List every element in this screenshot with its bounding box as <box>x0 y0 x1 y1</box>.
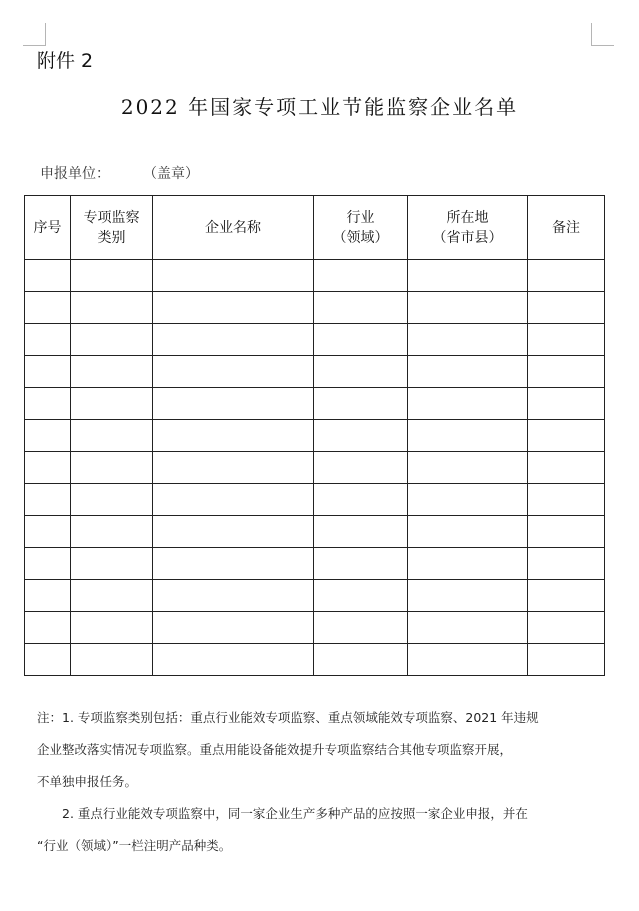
table-cell[interactable] <box>25 388 71 420</box>
table-cell[interactable] <box>71 292 153 324</box>
table-cell[interactable] <box>528 420 605 452</box>
note-2-line-2: “行业（领域）”一栏注明产品种类。 <box>37 838 232 853</box>
page-corner-mark-top-right <box>591 23 614 46</box>
column-header-remarks <box>528 196 605 260</box>
table-cell[interactable] <box>25 580 71 612</box>
table-cell[interactable] <box>408 580 528 612</box>
table-row <box>25 580 605 612</box>
column-header-location-line1: 所在地 <box>446 209 489 226</box>
table-cell[interactable] <box>314 612 408 644</box>
note-2 <box>37 798 597 862</box>
table-cell[interactable] <box>153 644 314 676</box>
table-cell[interactable] <box>71 516 153 548</box>
column-header-industry-line1: 行业 <box>346 209 375 226</box>
table-cell[interactable] <box>314 452 408 484</box>
table-cell[interactable] <box>153 356 314 388</box>
attachment-label: 附件 2 <box>37 50 94 72</box>
table-row <box>25 452 605 484</box>
table-row <box>25 356 605 388</box>
table-cell[interactable] <box>528 516 605 548</box>
column-header-inspection-category-line2: 类别 <box>97 229 126 246</box>
table-cell[interactable] <box>25 644 71 676</box>
table-cell[interactable] <box>408 356 528 388</box>
table-cell[interactable] <box>71 356 153 388</box>
table-row <box>25 260 605 292</box>
table-cell[interactable] <box>25 516 71 548</box>
column-header-location <box>408 196 528 260</box>
table-cell[interactable] <box>71 452 153 484</box>
table-cell[interactable] <box>314 516 408 548</box>
column-header-industry <box>314 196 408 260</box>
table-cell[interactable] <box>71 644 153 676</box>
enterprise-list-table <box>24 195 605 676</box>
table-cell[interactable] <box>528 580 605 612</box>
table-cell[interactable] <box>153 580 314 612</box>
table-body <box>25 260 605 676</box>
table-cell[interactable] <box>25 452 71 484</box>
table-cell[interactable] <box>314 644 408 676</box>
column-header-enterprise-name <box>153 196 314 260</box>
column-header-location-line2: （省市县） <box>432 229 503 246</box>
table-row <box>25 324 605 356</box>
table-cell[interactable] <box>314 356 408 388</box>
table-cell[interactable] <box>25 260 71 292</box>
table-cell[interactable] <box>314 388 408 420</box>
table-row <box>25 420 605 452</box>
document-title: 2022 年国家专项工业节能监察企业名单 <box>120 95 519 119</box>
table-cell[interactable] <box>408 420 528 452</box>
table-cell[interactable] <box>314 292 408 324</box>
table-cell[interactable] <box>153 292 314 324</box>
table-cell[interactable] <box>71 580 153 612</box>
table-cell[interactable] <box>528 484 605 516</box>
table-row <box>25 516 605 548</box>
table-cell[interactable] <box>25 484 71 516</box>
table-cell[interactable] <box>153 324 314 356</box>
table-cell[interactable] <box>408 644 528 676</box>
table-row <box>25 292 605 324</box>
note-1 <box>37 702 597 798</box>
table-row <box>25 612 605 644</box>
table-row <box>25 548 605 580</box>
table-row <box>25 388 605 420</box>
table-cell[interactable] <box>408 260 528 292</box>
table-cell[interactable] <box>71 420 153 452</box>
note-1-line-3: 不单独申报任务。 <box>37 774 138 789</box>
reporting-unit-line <box>40 163 199 183</box>
note-2-line-1: 2. 重点行业能效专项监察中，同一家企业生产多种产品的应按照一家企业申报，并在 <box>62 806 528 821</box>
table-cell[interactable] <box>528 644 605 676</box>
column-header-industry-line2: （领域） <box>332 229 389 246</box>
table-cell[interactable] <box>528 388 605 420</box>
table-cell[interactable] <box>528 356 605 388</box>
table-cell[interactable] <box>153 484 314 516</box>
column-header-serial-line1: 序号 <box>33 219 62 236</box>
note-1-line-1: 注：1. 专项监察类别包括：重点行业能效专项监察、重点领域能效专项监察、2021 年违规 <box>37 710 539 725</box>
table-cell[interactable] <box>153 420 314 452</box>
table-cell[interactable] <box>408 548 528 580</box>
table-cell[interactable] <box>25 548 71 580</box>
table-cell[interactable] <box>314 548 408 580</box>
table-cell[interactable] <box>528 612 605 644</box>
column-header-remarks-line1: 备注 <box>552 219 580 236</box>
seal-label: （盖章） <box>150 166 199 182</box>
table-cell[interactable] <box>71 388 153 420</box>
table-cell[interactable] <box>71 612 153 644</box>
page-corner-mark-top-left <box>23 23 46 46</box>
table-cell[interactable] <box>528 452 605 484</box>
table-cell[interactable] <box>25 324 71 356</box>
table-cell[interactable] <box>408 516 528 548</box>
table-cell[interactable] <box>528 548 605 580</box>
table-row <box>25 644 605 676</box>
table-cell[interactable] <box>153 260 314 292</box>
column-header-serial <box>25 196 71 260</box>
notes-section <box>37 702 597 862</box>
table-cell[interactable] <box>153 516 314 548</box>
column-header-enterprise-name-line1: 企业名称 <box>205 219 261 236</box>
table-cell[interactable] <box>153 452 314 484</box>
table-cell[interactable] <box>528 260 605 292</box>
table-header-row <box>25 196 605 260</box>
table-cell[interactable] <box>71 548 153 580</box>
table-cell[interactable] <box>408 292 528 324</box>
table-cell[interactable] <box>153 612 314 644</box>
table-cell[interactable] <box>25 420 71 452</box>
column-header-inspection-category-line1: 专项监察 <box>83 209 140 226</box>
table-cell[interactable] <box>71 484 153 516</box>
table-cell[interactable] <box>25 612 71 644</box>
table-cell[interactable] <box>314 324 408 356</box>
table-cell[interactable] <box>314 420 408 452</box>
table-cell[interactable] <box>314 484 408 516</box>
table-cell[interactable] <box>408 452 528 484</box>
table-cell[interactable] <box>528 324 605 356</box>
table-cell[interactable] <box>25 356 71 388</box>
table-cell[interactable] <box>528 292 605 324</box>
reporting-unit-label: 申报单位： <box>40 166 110 182</box>
table-cell[interactable] <box>153 548 314 580</box>
table-cell[interactable] <box>25 292 71 324</box>
table-cell[interactable] <box>408 388 528 420</box>
note-1-line-2: 企业整改落实情况专项监察。重点用能设备能效提升专项监察结合其他专项监察开展， <box>37 742 513 757</box>
table-cell[interactable] <box>153 388 314 420</box>
table-row <box>25 484 605 516</box>
table-cell[interactable] <box>408 324 528 356</box>
table-cell[interactable] <box>314 260 408 292</box>
column-header-inspection-category <box>71 196 153 260</box>
table-cell[interactable] <box>71 324 153 356</box>
table-cell[interactable] <box>408 484 528 516</box>
table-cell[interactable] <box>71 260 153 292</box>
table-cell[interactable] <box>314 580 408 612</box>
table-cell[interactable] <box>408 612 528 644</box>
